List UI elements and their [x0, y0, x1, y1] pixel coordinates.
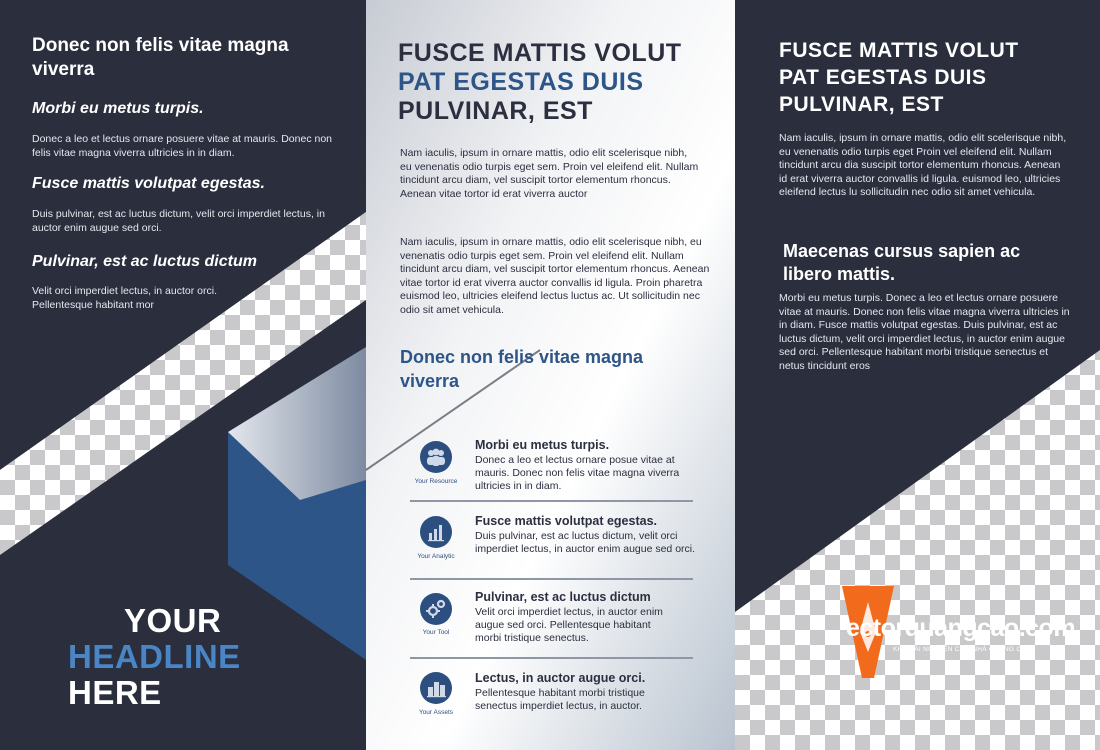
bar-chart-icon [420, 516, 452, 548]
left-section-body: Donec a leo et lectus ornare posuere vitae at mauris. Donec non felis vitae magna viverra ultricies in in diam. [32, 133, 333, 159]
right-paragraph: Nam iaculis, ipsum in ornare mattis, odio elit scelerisque nibh, eu venenatis odio turpis eget Proin vel eleifend elit. Nullam tincidunt arcu dia suscipit tortor elementum rhoncus. Aenean id erat viverra auctor convallis id ligula. euismod leo, ultricies eleifend lectus lu sollicitudin nec odio sit amet vehicula. [779, 132, 1067, 198]
feature-title: Morbi eu metus turpis. [475, 438, 610, 452]
headline-line: HEADLINE [68, 638, 241, 675]
feature-title: Pulvinar, est ac luctus dictum [475, 590, 651, 604]
title-line: PAT EGESTAS DUIS [398, 68, 644, 96]
headline-line: YOUR [124, 602, 222, 639]
left-section-heading: Pulvinar, est ac luctus dictum [32, 253, 257, 270]
feature-body: Velit orci imperdiet lectus, in auctor enim augue sed orci. Pellentesque habitant morbi tristique senectus. [475, 606, 663, 644]
headline-line: HERE [68, 674, 162, 711]
middle-panel-title [398, 39, 718, 126]
left-section-body: Velit orci imperdiet lectus, in auctor orci. Pellentesque habitant mor [32, 285, 217, 311]
watermark-tagline: KHO TÀI NGUYÊN CHO NHÀ QUẢNG CÁO [893, 646, 1032, 653]
right-paragraph: Morbi eu metus turpis. Donec a leo et lectus ornare posuere vitae at mauris. Donec non felis vitae magna viverra ultricies in in diam. Fusce mattis volutpat egestas. Duis pulvinar, est ac luctus dictum, velit orci imperdiet lectus, in auctor enim augue sed orci. Pellentesque habitant morbi tristique senectus et netus tincidunt eros [779, 292, 1070, 372]
feature-body: Duis pulvinar, est ac luctus dictum, velit orci imperdiet lectus, in auctor enim augue sed orci. [475, 530, 696, 555]
buildings-icon [420, 672, 452, 704]
title-line: PULVINAR, EST [779, 93, 944, 116]
feature-caption: Your Analytic [417, 553, 455, 560]
title-line: FUSCE MATTIS VOLUT [779, 39, 1019, 62]
people-icon [420, 441, 452, 473]
left-section-heading: Fusce mattis volutpat egestas. [32, 175, 265, 192]
middle-paragraph: Nam iaculis, ipsum in ornare mattis, odio elit scelerisque nibh, eu venenatis odio turpis eget sem. Proin vel eleifend elit. Nullam tincidunt arcu diam, vel suscipit tortor elementum rhoncus. Aenean vitae tortor id erat viverra auctor [400, 147, 699, 200]
title-line: PULVINAR, EST [398, 97, 593, 125]
left-panel-title: Donec non felis vitae magna viverra [32, 35, 289, 80]
feature-caption: Your Tool [422, 629, 450, 636]
left-section-body: Duis pulvinar, est ac luctus dictum, velit orci imperdiet lectus, in auctor enim augue sed orci. [32, 208, 325, 234]
feature-title: Fusce mattis volutpat egestas. [475, 514, 658, 528]
middle-paragraph: Nam iaculis, ipsum in ornare mattis, odio elit scelerisque nibh, eu venenatis odio turpis eget sem. Proin vel eleifend elit. Nullam tincidunt arcu diam, vel suscipit tortor elementum rhoncus. Aenean vitae tortor id erat viverra auctor convallis id ligula. Proin pharetra euismod leo, ultricies eleifend lectus luctus ac. Ut sollicitudin nec odio sit amet vehicula. [400, 236, 710, 316]
left-section-heading: Morbi eu metus turpis. [32, 100, 204, 117]
feature-caption: Your Resource [414, 478, 458, 485]
headline [68, 603, 328, 711]
gears-icon [420, 593, 452, 625]
feature-title: Lectus, in auctor augue orci. [475, 671, 646, 685]
feature-divider [410, 657, 693, 659]
feature-body: Donec a leo et lectus ornare posue vitae at mauris. Donec non felis vitae magna viverra ultricies in in diam. [475, 454, 680, 492]
title-line: FUSCE MATTIS VOLUT [398, 39, 682, 67]
title-line: PAT EGESTAS DUIS [779, 66, 987, 89]
middle-subtitle: Donec non felis vitae magna viverra [400, 347, 644, 391]
feature-divider [410, 500, 693, 502]
feature-body: Pellentesque habitant morbi tristique senectus imperdiet lectus, in auctor. [475, 687, 645, 712]
feature-divider [410, 578, 693, 580]
right-subtitle: Maecenas cursus sapien ac libero mattis. [783, 241, 1021, 284]
right-panel-title [779, 37, 1079, 118]
watermark-wordmark: ectorquangcao.com [846, 614, 1076, 642]
feature-caption: Your Assets [418, 709, 454, 716]
